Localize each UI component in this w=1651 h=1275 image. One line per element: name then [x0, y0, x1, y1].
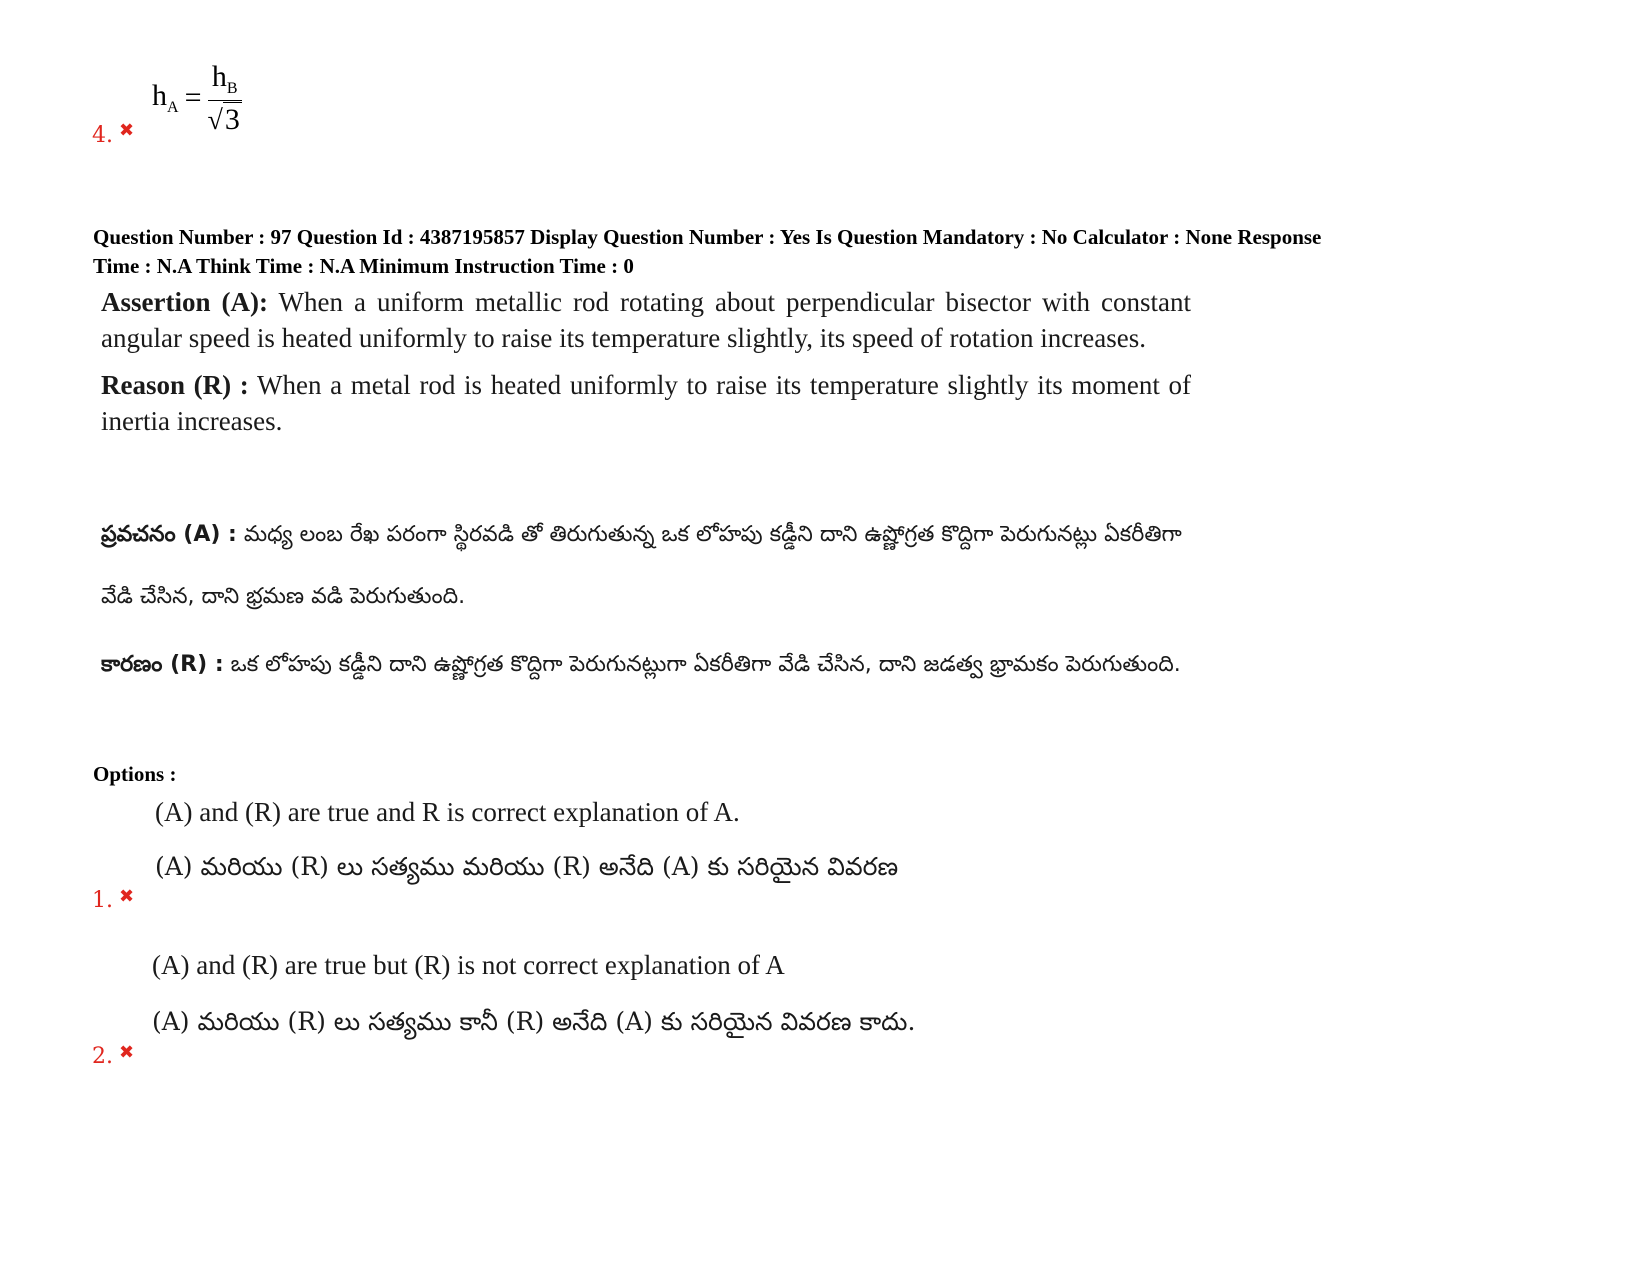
options-label: Options : — [93, 762, 177, 786]
question-english — [101, 284, 1191, 439]
assertion-en — [101, 284, 1191, 356]
option-1-en: (A) and (R) are true and R is correct explanation of A. — [155, 797, 740, 827]
equals-sign: = — [184, 81, 202, 115]
option-1-number: 1. — [92, 888, 113, 913]
reason-en-text: When a metal rod is heated uniformly to raise its temperature slightly its moment of inertia increases. — [101, 370, 1192, 436]
reason-en — [101, 367, 1191, 439]
question-telugu — [101, 504, 1191, 696]
option-4-formula — [152, 60, 242, 136]
formula-lhs: $h_A$ — [152, 79, 179, 117]
cross-icon: ✖ — [119, 120, 135, 141]
option-1-te: (A) మరియు (R) లు సత్యము మరియు (R) అనేది (A) కు సరియైన వివరణ — [155, 852, 899, 881]
formula-denominator: √3 — [207, 102, 240, 136]
question-meta — [93, 223, 1513, 281]
option-2-en: (A) and (R) are true but (R) is not correct explanation of A — [152, 950, 785, 980]
question-meta-line1: Question Number : 97 Question Id : 4387195857 Display Question Number : Yes Is Question Mandatory : No Calculator : None Response — [93, 225, 1322, 249]
reason-en-label: Reason (R) : — [101, 370, 249, 400]
formula-numerator: $h_B$ — [208, 60, 242, 101]
assertion-en-label: Assertion (A): — [101, 287, 268, 317]
option-4-number: 4. — [92, 123, 113, 148]
formula-fraction — [207, 60, 241, 136]
option-2-te: (A) మరియు (R) లు సత్యము కానీ (R) అనేది (A) కు సరియైన వివరణ కాదు. — [152, 1007, 916, 1036]
assertion-te — [101, 504, 1191, 628]
reason-te-text: ఒక లోహపు కడ్డీని దాని ఉష్ణోగ్రత కొద్దిగా పెరుగునట్లుగా ఏకరీతిగా వేడి చేసిన, దాని జడత్వ భ్రామకం పెరుగుతుంది. — [223, 652, 1181, 677]
question-meta-line2: Time : N.A Think Time : N.A Minimum Instruction Time : 0 — [93, 254, 634, 278]
option-2-number: 2. — [92, 1044, 113, 1069]
cross-icon: ✖ — [119, 886, 135, 907]
reason-te — [101, 634, 1191, 696]
assertion-te-label: ప్రవచనం (A) : — [101, 522, 237, 547]
cross-icon: ✖ — [119, 1042, 135, 1063]
reason-te-label: కారణం (R) : — [101, 652, 224, 677]
assertion-en-text: When a uniform metallic rod rotating about perpendicular bisector with constant angular speed is heated uniformly to raise its temperature slightly, its speed of rotation increases. — [101, 287, 1192, 353]
assertion-te-text: మధ్య లంబ రేఖ పరంగా స్థిరవడి తో తిరుగుతున్న ఒక లోహపు కడ్డీని దాని ఉష్ణోగ్రత కొద్దిగా పెరుగునట్లు ఏకరీతిగా వేడి చేసిన, దాని భ్రమణ వడి పెరుగుతుంది. — [101, 522, 1182, 609]
